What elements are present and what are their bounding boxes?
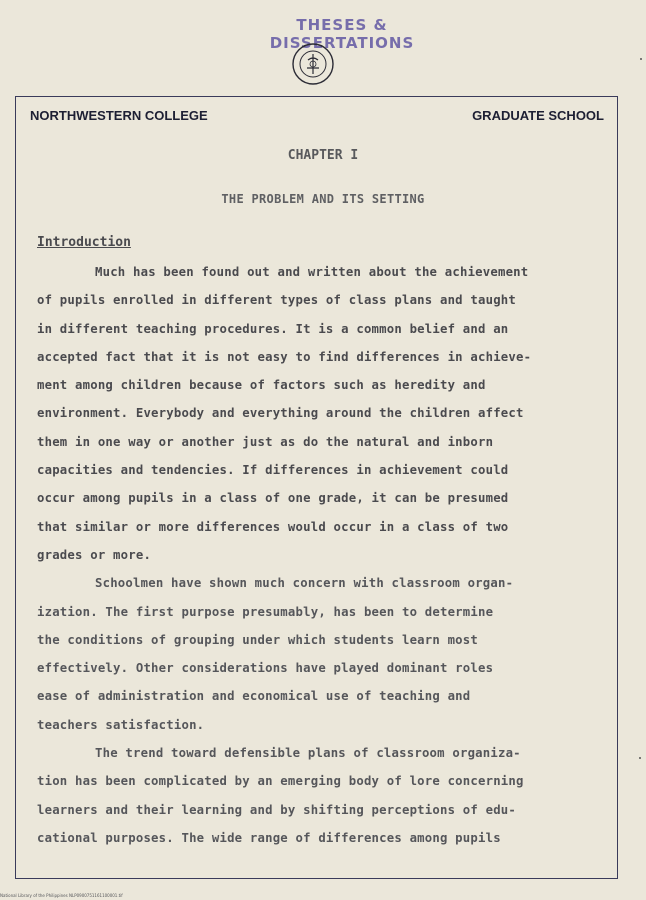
text-line: them in one way or another just as do the natural and inborn — [37, 434, 494, 449]
text-line: effectively. Other considerations have played dominant roles — [37, 661, 494, 676]
college-seal-icon — [291, 42, 335, 86]
text-line: in different teaching procedures. It is a common belief and an — [37, 321, 509, 336]
text-line: Schoolmen have shown much concern with classroom organ- — [95, 576, 514, 591]
text-line: ment among children because of factors such as heredity and — [37, 378, 486, 393]
text-line: cational purposes. The wide range of differences among pupils — [37, 830, 501, 845]
text-line: the conditions of grouping under which students learn most — [37, 632, 478, 647]
text-line: that similar or more differences would occur in a class of two — [37, 519, 509, 534]
text-line: environment. Everybody and everything around the children affect — [37, 406, 524, 421]
chapter-title: THE PROBLEM AND ITS SETTING — [221, 192, 425, 206]
body-text — [37, 262, 603, 856]
college-name: NORTHWESTERN COLLEGE — [30, 108, 208, 123]
text-line: Much has been found out and written about the achievement — [95, 265, 529, 279]
paragraph — [37, 743, 603, 856]
speck — [639, 757, 641, 759]
section-heading: Introduction — [37, 235, 131, 250]
text-line: of pupils enrolled in different types of class plans and taught — [37, 293, 517, 308]
text-line: tion has been complicated by an emerging body of lore concerning — [37, 774, 524, 789]
text-line: learners and their learning and by shifting perceptions of edu- — [37, 802, 517, 817]
text-line: occur among pupils in a class of one grade, it can be presumed — [37, 491, 509, 506]
archive-footer: National Library of the Philippines NLP0900751161100001.tif — [0, 893, 123, 898]
paragraph — [37, 573, 603, 743]
paragraph — [37, 262, 603, 573]
text-line: grades or more. — [37, 547, 152, 562]
text-line: accepted fact that it is not easy to find differences in achieve- — [37, 349, 532, 364]
text-line: ease of administration and economical use of teaching and — [37, 689, 471, 704]
text-line: teachers satisfaction. — [37, 717, 205, 732]
text-line: ization. The first purpose presumably, has been to determine — [37, 604, 494, 619]
theses-stamp: THESES & DISSERTATIONS — [269, 16, 415, 52]
text-line: capacities and tendencies. If differences in achievement could — [37, 463, 509, 478]
speck — [640, 58, 642, 60]
school-name: GRADUATE SCHOOL — [472, 108, 604, 123]
chapter-number: CHAPTER I — [287, 148, 359, 163]
text-line: The trend toward defensible plans of classroom organiza- — [95, 746, 521, 761]
